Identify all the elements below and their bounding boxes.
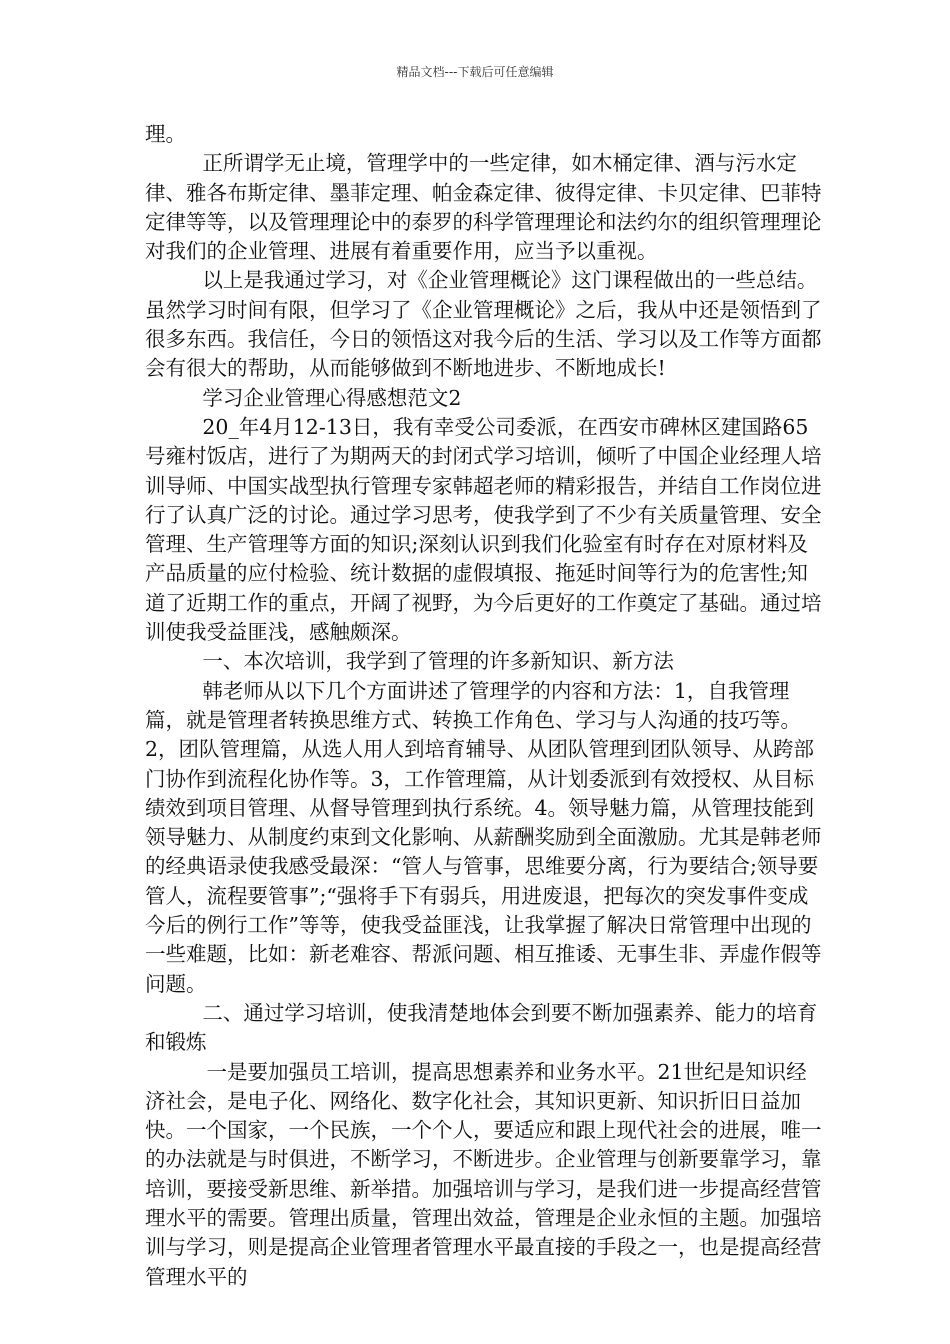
paragraph-4: 20_年4月12-13日，我有幸受公司委派，在西安市碑林区建国路65号雍村饭店，进行了为期两天的封闭式学习培训，倾听了中国企业经理人培训导师、中国实战型执行管理专家韩超老师的精彩报告，并结自工作岗位进行了认真广泛的讨论。通过学习思考，使我学到了不少有关质量管理、安全管理、生产管理等方面的知识;深刻认识到我们化验室有时存在对原材料及产品质量的应付检验、统计数据的虚假填报、拖延时间等行为的危害性;知道了近期工作的重点，开阔了视野，为今后更好的工作奠定了基础。通过培训使我受益匪浅，感触颇深。 [145,414,822,645]
paragraph-3: 以上是我通过学习，对《企业管理概论》这门课程做出的一些总结。虽然学习时间有限，但学习了《企业管理概论》之后，我从中还是领悟到了很多东西。我信任，今日的领悟这对我今后的生活、学习以及工作等方面都会有很大的帮助，从而能够做到不断地进步、不断地成长! [145,268,822,381]
section-heading-2: 学习企业管理心得感想范文2 [202,385,462,410]
paragraph-2: 正所谓学无止境，管理学中的一些定律，如木桶定律、酒与污水定律、雅各布斯定律、墨菲定理、帕金森定律、彼得定律、卡贝定律、巴菲特定律等等，以及管理理论中的泰罗的科学管理理论和法约尔的组织管理理论对我们的企业管理、进展有着重要作用，应当予以重视。 [145,151,822,264]
paragraph-1: 理。 [145,122,186,146]
section-heading-training: 一、本次培训，我学到了管理的许多新知识、新方法 [202,649,674,674]
document-body [145,120,825,1292]
paragraph-6: 一是要加强员工培训，提高思想素养和业务水平。21世纪是知识经济社会，是电子化、网络化、数字化社会，其知识更新、知识折旧日益加快。一个国家，一个民族，一个个人，要适应和跟上现代社会的进展，唯一的办法就是与时俱进，不断学习，不断进步。企业管理与创新要靠学习，靠培训，要接受新思维、新举措。加强培训与学习，是我们进一步提高经营管理水平的需要。管理出质量，管理出效益，管理是企业永恒的主题。加强培训与学习，则是提高企业管理者管理水平最直接的手段之一，也是提高经营管理水平的 [145,1059,822,1289]
section-heading-cultivation: 二、通过学习培训，使我清楚地体会到要不断加强素养、能力的培育和锻炼 [145,1000,818,1055]
paragraph-5: 韩老师从以下几个方面讲述了管理学的内容和方法：1，自我管理篇，就是管理者转换思维方式、转换工作角色、学习与人沟通的技巧等。2，团队管理篇，从选人用人到培育辅导、从团队管理到团队领导、从跨部门协作到流程化协作等。3，工作管理篇，从计划委派到有效授权、从目标绩效到项目管理、从督导管理到执行系统。4。领导魅力篇，从管理技能到领导魅力、从制度约束到文化影响、从薪酬奖励到全面激励。尤其是韩老师的经典语录使我感受最深：“管人与管事，思维要分离，行为要结合;领导要管人，流程要管事”;“强将手下有弱兵，用进废退，把每次的突发事件变成今后的例行工作”等等，使我受益匪浅，让我掌握了解决日常管理中出现的一些难题，比如：新老难容、帮派问题、相互推诿、无事生非、弄虚作假等问题。 [145,678,822,996]
page-header: 精品文档---下载后可任意编辑 [396,65,554,79]
